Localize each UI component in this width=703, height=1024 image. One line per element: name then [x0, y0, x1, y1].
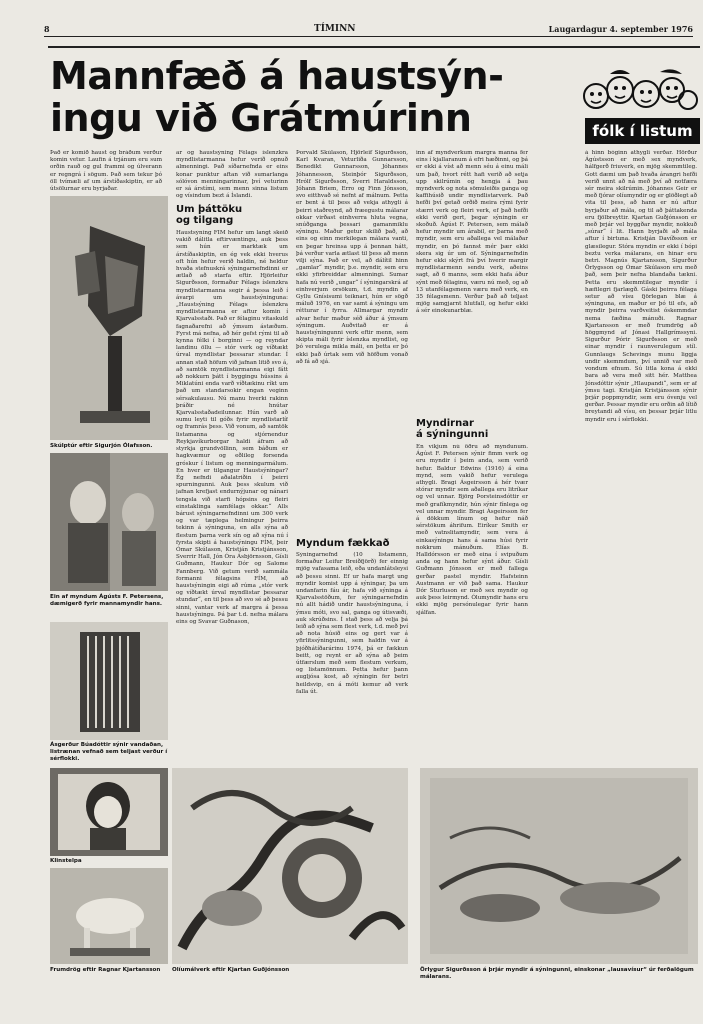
weaving-photo: [50, 622, 168, 740]
article-col4-top: inn af myndverkum margra manna fer eins í kjallaranum á efri hæðinni, og þá er ekki á víst að menn séu á einu máli um það, hvort rétt hafi verið að setja upp skilrúmin og hengja á þau myndverk og nota sömuleiðis ganga og kaffihúsið undir myndlistarverk. Það hefði því getað orðið meira rými fyrir stærri verk og fleiri verk, ef það hefði ekki verið gert, þegar sýningin er skoðuð. Ágúst F. Petersen, sem málað hefur myndir um árabil, er þarna með myndir, sem eru aðallega vel málaðar myndir, en þó fannst mér þær ekki skera sig úr um of. Sýningarnefndin hefur ekki skýrt frá því hverir margir myndlistarmenn sendu verk, aðeins sagt, að 6 manns, sem ekki hafa áður sýnt með félaginu, væru nú með, og að 13 utanfélagsmenn væru með verk, en 35 félagsmenn. Verður það að teljast mjög samgjarnt hlutfall, og hefur ekki á sér einokunarblæ.: [416, 150, 528, 315]
headline-line-1: Mannfæð á haustsýn-: [50, 54, 504, 98]
subhead-participation-line1: Um þáttöku: [176, 204, 243, 215]
masthead-name: TÍMINN: [314, 24, 356, 34]
caption-orlygur: Örlygur Sigurðsson á þrjár myndir á sýningunni, einskonar „lausavísur“ úr ferðalögum málarans.: [420, 967, 694, 980]
petersen-painting-photo: [50, 453, 168, 591]
article-col5: á hinn bóginn athygli verðar. Hörður Ágústsson er með sex myndverk, hálfgerð friuverk, en mjög skemmtileg. Gott dæmi um það hvaða árangri hefði verið unnt að ná með því að notfæra sér meira skilrúmin. Jóhannes Geir er með fjórar olíumyndir og er glöðlegt að vita til þess, að hann er nú aftur byrjaður að mála, og til að þáttakenda eru fjölbreyttir. Kjartan Guðjónsson er með þrjár vel byggðar myndir, nokkuð „súrar“ í lit. Hann byrjaði að mála aftur í birtuna. Kristján Davíðsson er glæsilegur. Stóra myndin er ekki í bópi beztu verka málarans, en hinar eru betri. Magnús Kjartansson, Sigurður Örlygsson og Ómar Skúlason eru með það, sem þeir nefna blandaða tækni. Þetta eru skemmtilegar myndir í hæfilegri fjarlægð. Gáski þeirra félaga setur að vísu fjörlegan blæ á sýninguna, en maður er þó til efs, að myndir þeirra varðveitist óskemmdar nema fæðina mánuði. Ragnar Kjartansson er með frumdrög að höggmynd af Jónasi Hallgrímssyni. Sigurður Þórir Sigurðsson er með einar myndir í raunverulegum stíl. Gunnlaugs Schevings munu liggja undir skemmdum, því unnið var með vondum efnum. Sú litla kona á ekki bara að vera með sitt hér. Matthea Jónsdóttir sýnir „Hlaupandi“, sem er af ýmsu tagi. Kristján Kristjánsson sýnir þrjár poppmyndir, sem eru óvenju vel gerðar. Þessar myndir eru orðin að lítið breytandi að vísu, en þessar þrjár litlu myndir eru í sérflokki.: [585, 150, 697, 423]
section-kicker: fólk í listum: [585, 118, 700, 144]
caption-sculpture: Skúlptúr eftir Sigurjón Ólafsson.: [50, 443, 153, 449]
article-col4-bottom: En víkjum nú öðru að myndunum. Ágúst F. Petersen sýnir fimm verk og eru myndir í þeim anda, sem verið hefur. Baldur Edwins (1916) á eina mynd, sem vakið hefur verulega athygli. Bragi Ásgeirsson á hér tvær stórar myndir sem aðallega eru litríkar og vel unnar. Björg Þorsteinsdóttir er með grafíkmyndir, hún sýnir fínlega og vel unnar myndir. Bragi Ásgeirsson fer á dökkum línum og hefur náð sérstökum áhrifum. Eiríkur Smith er með vatnslitamyndir, sem vera á einkasýningu hans á sama húsi fyrir nokkrum mánuðum. Elías B. Halldórsson er með eina í svipuðum anda og hann hefur sýnt áður. Gísli Guðmann Jónsson er með fallega gerðar pastel myndir. Hafsteinn Austmann er við það sama. Haukur Dór Sturluson er með sex myndir og auk þess leirmynd. Ólumyndir hans eru ekki mjög persónulegar fyrir hann sjálfan.: [416, 444, 528, 616]
subhead-pictures-at-show: [416, 418, 528, 440]
oil-painting-photo: [172, 768, 408, 964]
article-col2-body: Haustsýning FÍM hefur um langt skeið vakið dálitla eftirvæntingu, auk þess sem hún er marktæk um árstíðaskiptin, en ég vek ekki hverus oft hún hefur verið haldin, né heldur hvaða stefnuskrá sýningarnefndinni er ætlað að starfa eftir. Hjörleifur Sigurðsson, formaður Félags íslenzkra myndlistarmanna segir á þessa leið í ávarpi um haustsýninguna: „Haustsýning Félags íslenzkra myndlistarmanna er aftur komin í Kjarvalsstaði. Það er félaginu vitaskuld fagnaðarefni að ýmsum ástæðum. Fyrst má nefna, að hér gefst rými til að kynna félki í borginni — og reyndar landinu öllu — stór verk og víðtækt úrval myndlistar þessarar stundar. Í annan stað höfum við jafnan litið svo á, að samtök myndlistarmanna eigi fátt að nokkurn þátt í byggingu hússins á Miklatúni enda varð víðtækinu ríkt um það um standarsokir engan veginn sérsakulausu. Nú manu hverki rakinn þráðir né hnútar Kjarvalsstaðadeilunnar. Hún varð að sumu leyti til góðs fyrir myndlistarlíf og framrás þess. Við vonum, að samtök listamanna og stjórnendur Reykjavíkurborgar haldi áfram að styrkja grundvöllinn, sem báðum er hagkvæmur og eðlileg forsenda gróskur í listum og menningarmálum. En hver er tilgangur Haustsýningar? Ég nefndi aðalatriðin í þeirri spurningunni. Auk þess skulum við jafnan krefjast endurnýjunar og nánari tengsla við starfi hópsins og fleiri einstaklinga samfélags okkar.“ Alls bárust sýningarnefndinni um 300 verk og var tæplega helmingur þeirra tekinn á sýninguna, en alls sýna að flestum þarna verk sín og að sýna nú í fyrsta skipti á haustsýningu FÍM, þeir Ómar Skúlason, Kristján Kristjánsson, Sverrir Hall, Jón Óra Ásbjörnsson, Gísli Guðmann, Haukur Dór og Salome Fannberg. Við getum verið sammála formanni félagsins FÍM, að haustsýningin eigi að rúma „stór verk og víðtækt úrval myndlistar þessarar stundar“, en til þess að svo sé að þessu sinni, vantar verk af margra á þessa haustsýningu. Þá þar t.d. nefna málara eins og Svavar Guðnason,: [176, 230, 288, 625]
orlygur-painting-photo: [420, 768, 698, 964]
sculpture-photo: [50, 196, 168, 440]
caption-klinstelpa: Klinstelpa: [50, 858, 82, 864]
headline-top-rule: [48, 46, 700, 48]
subhead-participation-line2: og tilgang: [176, 215, 234, 226]
issue-date: Laugardagur 4. september 1976: [548, 24, 693, 34]
subhead-fewer-pictures: Myndum fækkað: [296, 538, 390, 549]
headline-line-2: ingu við Grátmúrinn: [50, 96, 472, 140]
article-intro: Það er komið haust og bráðum verður komin vetur. Laufin á trjánum eru sum orðin rauð og gul frammi og úlverann er regngrá í sögum. Það sem tekur þó öll tvímæli af um árstíðaskiptin, er að útsölurnar eru byrjaðar.: [50, 150, 162, 193]
frumdrog-photo: [50, 868, 168, 964]
caption-frumdrog: Frumdrög eftir Ragnar Kjartansson: [50, 967, 161, 973]
running-header: [44, 22, 693, 37]
faces-logo-illustration: [580, 66, 698, 118]
caption-weaving: Ásgerður Búadóttir sýnir vandaðan, listrænan vefnað sem teljast verður í sérflokki.: [50, 742, 168, 762]
article-col3-top: Þorvald Skúlason, Hjörleif Sigurðsson, Karl Kvaran, Veturliða Gunnarsson, Benedikt Gunnarsson, Jóhannes Jóhannesson, Steinþór Sigurðsson, Hrólf Sigurðsson, Sverri Haraldsson, Jóhann Briem, Erro og Finn Jónsson, svo eitthvað sé nefnt af málnum. Þetta er bent á til þess að vekja athygli á þeirri staðreynd, að fræegustu málarar okkar virðast einhverra hluta vegna, snúðganga þessari gamanmiklu sýningu. Maður getur skilið það, að eins og einn merkilegan málara vanti, en þegar hreinsa upp á þennan hátt, þá verður varla ætlast til þess að menn vilji sýna. Það er vel, að dálítil hinn „gamlar“ myndir, þ.e. myndir, sem eru ekki yfirbreiddar almenningi. Sumar hafa nú verið „ungar“ í sýningarskrá af einhverjum orsökum, t.d. myndin af Gyllu Gnísisumi teiknari, hún er sögð máluð 1976, en var samt á sýningu um rétturar í fyrra. Allmargar myndir alvar hefur maður séð áður á ýmsum sýningum. Auðvitað er á haustsýningunni verk eftir menn, sem skipta máli fyrir íslenzka myndlist, og þó verulega mikla máli, en þetta er þó ekki það úrtak sem við höfðum vonað að fá að sjá.: [296, 150, 408, 365]
caption-oil-painting: Olíumálverk eftir Kjartan Guðjónsson: [172, 967, 290, 973]
article-col3-bottom: Sýningarnefnd (10 listamenn, formaður Leifur Breiðfjörð) fer einnig mjög vafasama leið, eða undanlátsleysi að þessu sinni. Ef ur hafa margt ung myndir komist upp á sýningar, þa um undanfarin fáu ár, hafa við sýninga á Kjarvalsstöðum, fer sýningarnefndin nú allt hádið undir haustsýninguna, í ýmsu móti, svo sal, ganga og útisvæði, auk skrúðsins. Í stað þess að velja þá leið að sýna sem flest verk, t.d. með því að nota húsið eins og gert var á yfirlitssýningunni, sem haldin var á þjóðhátíðarárinu 1974, þá er fækkun beitt, og reynt er að sýna að þeim útfærslum með sem flestum verkum, og listamönnum. Þetta hefur þann augljósa kost, að sýningin fer betri heildsvip, en á móti kemur að verk falla út.: [296, 552, 408, 695]
subhead-pictures-line2: á sýningunni: [416, 429, 489, 440]
page-number: 8: [44, 24, 50, 34]
subhead-pictures-line1: Myndirnar: [416, 418, 474, 429]
caption-petersen: Ein af myndum Ágústs F. Petersens, dæmigerð fyrir mannamyndir hans.: [50, 594, 164, 607]
headline: [50, 55, 570, 139]
subhead-participation: [176, 204, 288, 226]
klinstelpa-photo: [50, 768, 168, 856]
article-col2-top: ar og haustsýning Félags íslenzkra myndlistarmanna hefur verið opnuð almenningi. Það síðarnefnda er eins konar punktur aftan við sumarlanga sólóvon menningarinnar, því veturinn er sá árstími, sem menn sinna listum og vísindum bezt á Íslandi.: [176, 150, 288, 200]
